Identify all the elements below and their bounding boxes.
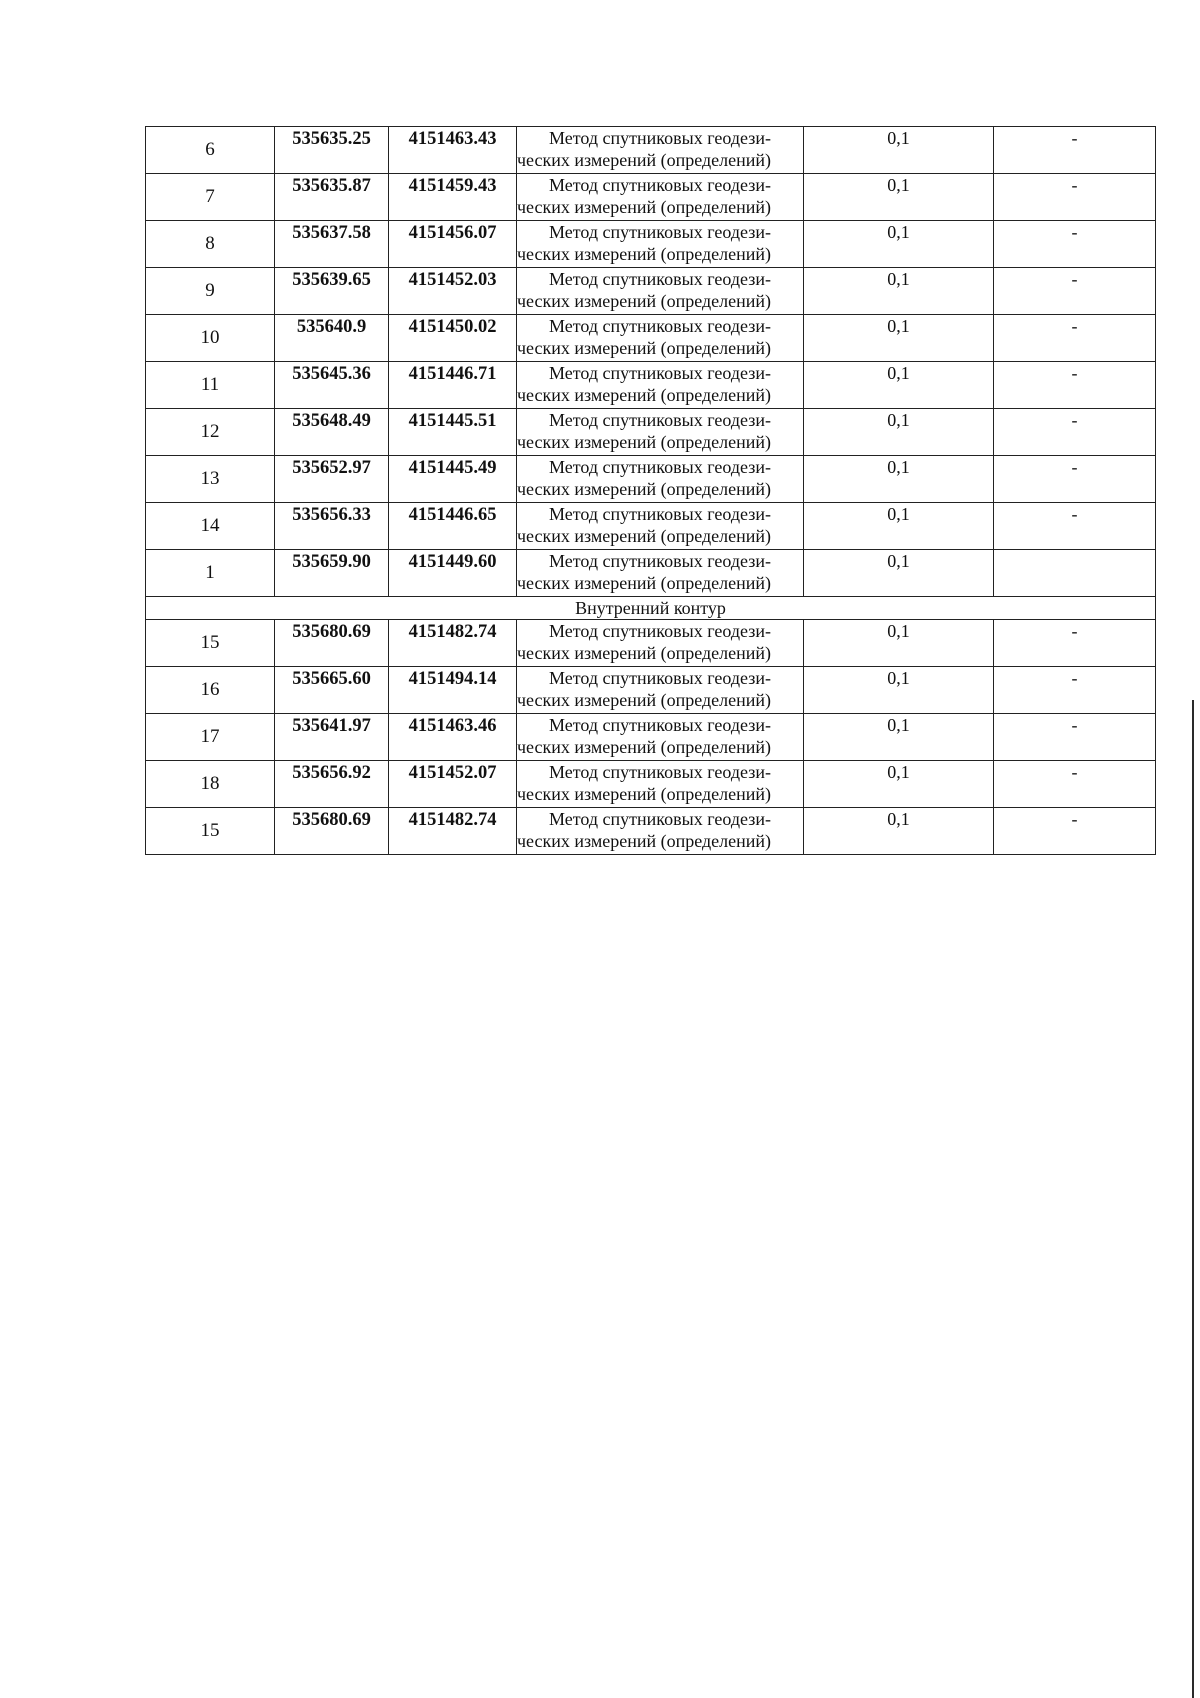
method-cell (517, 503, 804, 550)
scan-edge-line (1192, 700, 1194, 1698)
coordinate-y: 4151445.49 (389, 456, 517, 503)
point-number: 7 (146, 174, 275, 221)
section-title: Внутренний контур (146, 597, 1156, 620)
method-line-1: Метод спутниковых геодези- (549, 457, 771, 477)
table-row (146, 503, 1156, 550)
table-row (146, 221, 1156, 268)
method-line-1: Метод спутниковых геодези- (549, 175, 771, 195)
coordinates-table (145, 126, 1156, 855)
method-line-2: ческих измерений (определений) (517, 432, 772, 452)
method-line-2: ческих измерений (определений) (517, 573, 772, 593)
method-line-2: ческих измерений (определений) (517, 197, 772, 217)
coordinate-y: 4151452.07 (389, 761, 517, 808)
method-line-1: Метод спутниковых геодези- (549, 621, 771, 641)
extra-cell: - (994, 714, 1156, 761)
method-line-2: ческих измерений (определений) (517, 385, 772, 405)
method-cell (517, 362, 804, 409)
extra-cell: - (994, 409, 1156, 456)
point-number: 10 (146, 315, 275, 362)
extra-cell: - (994, 174, 1156, 221)
table-row (146, 409, 1156, 456)
accuracy-cell: 0,1 (804, 221, 994, 268)
method-line-1: Метод спутниковых геодези- (549, 269, 771, 289)
extra-cell: - (994, 667, 1156, 714)
method-line-2: ческих измерений (определений) (517, 690, 772, 710)
method-cell (517, 268, 804, 315)
point-number: 11 (146, 362, 275, 409)
method-line-1: Метод спутниковых геодези- (549, 222, 771, 242)
point-number: 17 (146, 714, 275, 761)
point-number: 8 (146, 221, 275, 268)
point-number: 15 (146, 808, 275, 855)
accuracy-cell: 0,1 (804, 503, 994, 550)
table-row (146, 808, 1156, 855)
coordinate-x: 535635.87 (275, 174, 389, 221)
method-line-2: ческих измерений (определений) (517, 291, 772, 311)
point-number: 18 (146, 761, 275, 808)
table-row (146, 714, 1156, 761)
coordinate-y: 4151494.14 (389, 667, 517, 714)
table-row (146, 620, 1156, 667)
extra-cell: - (994, 268, 1156, 315)
table-row (146, 667, 1156, 714)
method-cell (517, 550, 804, 597)
coordinate-x: 535648.49 (275, 409, 389, 456)
table-row (146, 127, 1156, 174)
coordinate-y: 4151463.46 (389, 714, 517, 761)
accuracy-cell: 0,1 (804, 456, 994, 503)
method-line-1: Метод спутниковых геодези- (549, 410, 771, 430)
coordinate-x: 535656.92 (275, 761, 389, 808)
coordinate-x: 535665.60 (275, 667, 389, 714)
table-row (146, 456, 1156, 503)
coordinate-x: 535656.33 (275, 503, 389, 550)
extra-cell: - (994, 808, 1156, 855)
extra-cell: - (994, 362, 1156, 409)
coordinate-x: 535680.69 (275, 808, 389, 855)
coordinate-y: 4151445.51 (389, 409, 517, 456)
table-body-outer-contour (146, 127, 1156, 597)
coordinate-y: 4151452.03 (389, 268, 517, 315)
method-cell (517, 315, 804, 362)
table-row (146, 362, 1156, 409)
method-line-1: Метод спутниковых геодези- (549, 809, 771, 829)
point-number: 15 (146, 620, 275, 667)
coordinate-x: 535635.25 (275, 127, 389, 174)
method-line-1: Метод спутниковых геодези- (549, 715, 771, 735)
method-line-1: Метод спутниковых геодези- (549, 128, 771, 148)
method-cell (517, 667, 804, 714)
coordinate-x: 535641.97 (275, 714, 389, 761)
table-row (146, 550, 1156, 597)
extra-cell: - (994, 456, 1156, 503)
method-cell (517, 409, 804, 456)
coordinate-y: 4151456.07 (389, 221, 517, 268)
point-number: 12 (146, 409, 275, 456)
coordinate-x: 535659.90 (275, 550, 389, 597)
method-line-1: Метод спутниковых геодези- (549, 668, 771, 688)
method-cell (517, 808, 804, 855)
accuracy-cell: 0,1 (804, 362, 994, 409)
table-row (146, 315, 1156, 362)
extra-cell: - (994, 221, 1156, 268)
table-row (146, 174, 1156, 221)
method-line-2: ческих измерений (определений) (517, 831, 772, 851)
extra-cell (994, 550, 1156, 597)
method-line-1: Метод спутниковых геодези- (549, 551, 771, 571)
method-line-1: Метод спутниковых геодези- (549, 363, 771, 383)
coordinate-x: 535639.65 (275, 268, 389, 315)
accuracy-cell: 0,1 (804, 127, 994, 174)
coordinate-x: 535645.36 (275, 362, 389, 409)
accuracy-cell: 0,1 (804, 315, 994, 362)
method-cell (517, 620, 804, 667)
coordinate-y: 4151450.02 (389, 315, 517, 362)
method-cell (517, 127, 804, 174)
method-line-1: Метод спутниковых геодези- (549, 504, 771, 524)
method-line-2: ческих измерений (определений) (517, 338, 772, 358)
coordinate-y: 4151459.43 (389, 174, 517, 221)
table-row (146, 761, 1156, 808)
method-cell (517, 456, 804, 503)
accuracy-cell: 0,1 (804, 714, 994, 761)
table-section-inner-contour (146, 597, 1156, 620)
method-line-2: ческих измерений (определений) (517, 244, 772, 264)
extra-cell: - (994, 127, 1156, 174)
coordinate-y: 4151463.43 (389, 127, 517, 174)
point-number: 9 (146, 268, 275, 315)
point-number: 6 (146, 127, 275, 174)
point-number: 16 (146, 667, 275, 714)
method-cell (517, 221, 804, 268)
method-line-2: ческих измерений (определений) (517, 526, 772, 546)
coordinate-x: 535652.97 (275, 456, 389, 503)
extra-cell: - (994, 503, 1156, 550)
accuracy-cell: 0,1 (804, 808, 994, 855)
accuracy-cell: 0,1 (804, 667, 994, 714)
point-number: 14 (146, 503, 275, 550)
coordinate-y: 4151446.71 (389, 362, 517, 409)
coordinate-y: 4151449.60 (389, 550, 517, 597)
method-line-2: ческих измерений (определений) (517, 150, 772, 170)
table-row (146, 268, 1156, 315)
method-cell (517, 714, 804, 761)
extra-cell: - (994, 315, 1156, 362)
method-cell (517, 761, 804, 808)
method-line-2: ческих измерений (определений) (517, 737, 772, 757)
method-line-2: ческих измерений (определений) (517, 643, 772, 663)
coordinate-y: 4151482.74 (389, 620, 517, 667)
method-line-1: Метод спутниковых геодези- (549, 316, 771, 336)
coordinate-y: 4151446.65 (389, 503, 517, 550)
method-line-1: Метод спутниковых геодези- (549, 762, 771, 782)
coordinate-x: 535680.69 (275, 620, 389, 667)
accuracy-cell: 0,1 (804, 550, 994, 597)
extra-cell: - (994, 761, 1156, 808)
method-line-2: ческих измерений (определений) (517, 479, 772, 499)
accuracy-cell: 0,1 (804, 620, 994, 667)
table-body-inner-contour (146, 620, 1156, 855)
method-line-2: ческих измерений (определений) (517, 784, 772, 804)
section-header-row (146, 597, 1156, 620)
point-number: 13 (146, 456, 275, 503)
extra-cell: - (994, 620, 1156, 667)
coordinate-x: 535640.9 (275, 315, 389, 362)
accuracy-cell: 0,1 (804, 268, 994, 315)
accuracy-cell: 0,1 (804, 761, 994, 808)
coordinate-y: 4151482.74 (389, 808, 517, 855)
accuracy-cell: 0,1 (804, 174, 994, 221)
method-cell (517, 174, 804, 221)
coordinate-x: 535637.58 (275, 221, 389, 268)
accuracy-cell: 0,1 (804, 409, 994, 456)
point-number: 1 (146, 550, 275, 597)
